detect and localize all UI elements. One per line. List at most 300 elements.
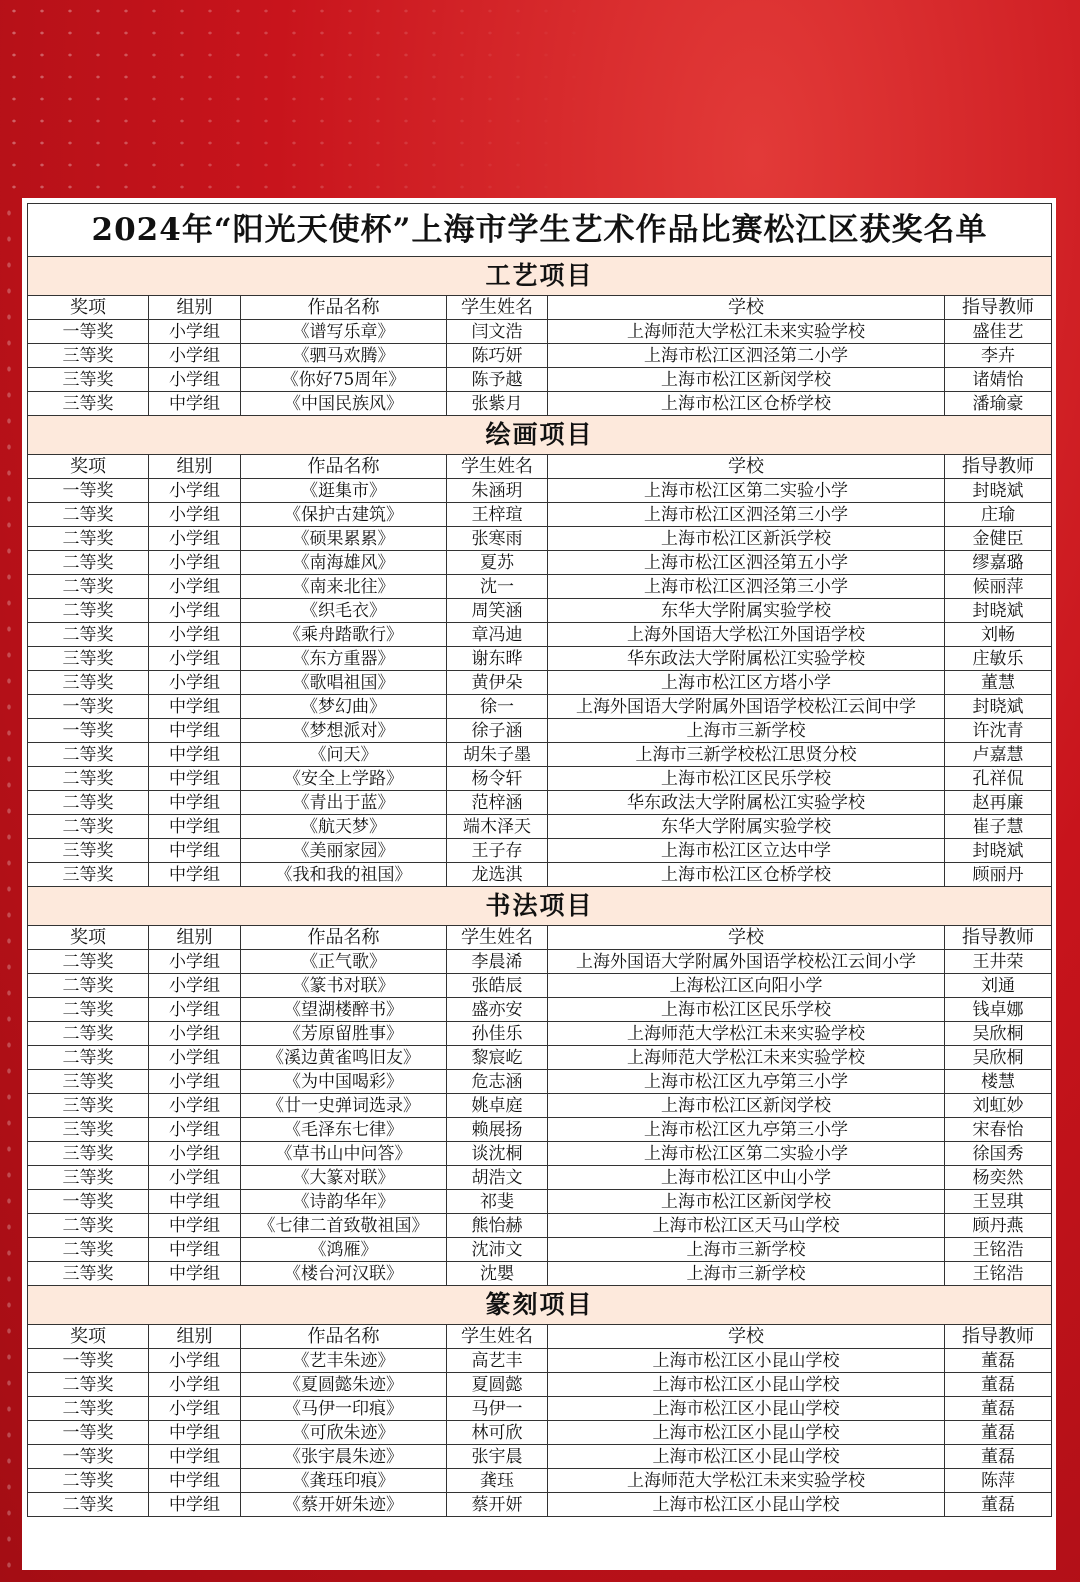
table-row xyxy=(28,1022,1052,1046)
school-cell: 上海市三新学校 xyxy=(548,1238,945,1262)
award-cell: 二等奖 xyxy=(28,1046,149,1070)
award-cell: 二等奖 xyxy=(28,599,149,623)
work-title-cell: 《歌唱祖国》 xyxy=(241,671,447,695)
work-title-cell: 《可欣朱迹》 xyxy=(241,1421,447,1445)
teacher-cell: 董磊 xyxy=(945,1421,1052,1445)
group-cell: 小学组 xyxy=(149,1070,241,1094)
award-cell: 二等奖 xyxy=(28,743,149,767)
teacher-cell: 陈萍 xyxy=(945,1469,1052,1493)
group-cell: 小学组 xyxy=(149,1397,241,1421)
table-row xyxy=(28,599,1052,623)
table-row xyxy=(28,623,1052,647)
school-cell: 东华大学附属实验学校 xyxy=(548,599,945,623)
teacher-cell: 封晓斌 xyxy=(945,599,1052,623)
group-cell: 小学组 xyxy=(149,1142,241,1166)
table-row xyxy=(28,575,1052,599)
award-cell: 二等奖 xyxy=(28,791,149,815)
group-cell: 中学组 xyxy=(149,1214,241,1238)
work-title-cell: 《中国民族风》 xyxy=(241,392,447,416)
teacher-cell: 孔祥侃 xyxy=(945,767,1052,791)
work-title-cell: 《美丽家园》 xyxy=(241,839,447,863)
work-title-cell: 《龚珏印痕》 xyxy=(241,1469,447,1493)
award-cell: 二等奖 xyxy=(28,1493,149,1517)
school-cell: 上海外国语大学松江外国语学校 xyxy=(548,623,945,647)
teacher-cell: 顾丽丹 xyxy=(945,863,1052,887)
table-row xyxy=(28,839,1052,863)
school-cell: 上海市松江区新闵学校 xyxy=(548,1094,945,1118)
work-title-cell: 《你好75周年》 xyxy=(241,368,447,392)
section-title: 书法项目 xyxy=(28,887,1052,926)
group-cell: 小学组 xyxy=(149,320,241,344)
work-title-cell: 《毛泽东七律》 xyxy=(241,1118,447,1142)
work-title-cell: 《安全上学路》 xyxy=(241,767,447,791)
work-title-cell: 《航天梦》 xyxy=(241,815,447,839)
column-header: 学校 xyxy=(548,1325,945,1349)
student-cell: 徐一 xyxy=(447,695,548,719)
table-row xyxy=(28,1118,1052,1142)
group-cell: 中学组 xyxy=(149,791,241,815)
student-cell: 范梓涵 xyxy=(447,791,548,815)
school-cell: 上海师范大学松江未来实验学校 xyxy=(548,1046,945,1070)
student-cell: 张皓辰 xyxy=(447,974,548,998)
teacher-cell: 董慧 xyxy=(945,671,1052,695)
student-cell: 章冯迪 xyxy=(447,623,548,647)
teacher-cell: 董磊 xyxy=(945,1493,1052,1517)
group-cell: 小学组 xyxy=(149,1373,241,1397)
student-cell: 王子存 xyxy=(447,839,548,863)
school-cell: 上海市松江区小昆山学校 xyxy=(548,1349,945,1373)
award-cell: 二等奖 xyxy=(28,551,149,575)
group-cell: 小学组 xyxy=(149,950,241,974)
school-cell: 上海市松江区新闵学校 xyxy=(548,368,945,392)
work-title-cell: 《溪边黄雀鸣旧友》 xyxy=(241,1046,447,1070)
work-title-cell: 《马伊一印痕》 xyxy=(241,1397,447,1421)
table-row xyxy=(28,503,1052,527)
teacher-cell: 宋春怡 xyxy=(945,1118,1052,1142)
school-cell: 上海市松江区泗泾第三小学 xyxy=(548,503,945,527)
award-cell: 一等奖 xyxy=(28,719,149,743)
work-title-cell: 《夏圆懿朱迹》 xyxy=(241,1373,447,1397)
work-title-cell: 《梦幻曲》 xyxy=(241,695,447,719)
student-cell: 闫文浩 xyxy=(447,320,548,344)
teacher-cell: 封晓斌 xyxy=(945,839,1052,863)
award-cell: 三等奖 xyxy=(28,344,149,368)
table-header-row xyxy=(28,1325,1052,1349)
group-cell: 中学组 xyxy=(149,1190,241,1214)
award-cell: 三等奖 xyxy=(28,647,149,671)
group-cell: 中学组 xyxy=(149,1445,241,1469)
work-title-cell: 《南来北往》 xyxy=(241,575,447,599)
student-cell: 林可欣 xyxy=(447,1421,548,1445)
work-title-cell: 《硕果累累》 xyxy=(241,527,447,551)
teacher-cell: 盛佳艺 xyxy=(945,320,1052,344)
teacher-cell: 董磊 xyxy=(945,1445,1052,1469)
student-cell: 张寒雨 xyxy=(447,527,548,551)
teacher-cell: 王昱琪 xyxy=(945,1190,1052,1214)
table-row xyxy=(28,998,1052,1022)
student-cell: 周笑涵 xyxy=(447,599,548,623)
group-cell: 小学组 xyxy=(149,344,241,368)
school-cell: 华东政法大学附属松江实验学校 xyxy=(548,791,945,815)
student-cell: 谢东晔 xyxy=(447,647,548,671)
school-cell: 东华大学附属实验学校 xyxy=(548,815,945,839)
work-title-cell: 《大篆对联》 xyxy=(241,1166,447,1190)
school-cell: 上海市松江区方塔小学 xyxy=(548,671,945,695)
group-cell: 小学组 xyxy=(149,479,241,503)
group-cell: 小学组 xyxy=(149,1166,241,1190)
student-cell: 张宇晨 xyxy=(447,1445,548,1469)
table-row xyxy=(28,368,1052,392)
group-cell: 中学组 xyxy=(149,815,241,839)
work-title-cell: 《问天》 xyxy=(241,743,447,767)
column-header: 作品名称 xyxy=(241,455,447,479)
student-cell: 沈沛文 xyxy=(447,1238,548,1262)
teacher-cell: 楼慧 xyxy=(945,1070,1052,1094)
table-row xyxy=(28,1397,1052,1421)
group-cell: 小学组 xyxy=(149,974,241,998)
award-cell: 二等奖 xyxy=(28,974,149,998)
award-cell: 三等奖 xyxy=(28,392,149,416)
table-row xyxy=(28,1469,1052,1493)
work-title-cell: 《望湖楼醉书》 xyxy=(241,998,447,1022)
student-cell: 熊怡赫 xyxy=(447,1214,548,1238)
student-cell: 龙选淇 xyxy=(447,863,548,887)
group-cell: 中学组 xyxy=(149,839,241,863)
group-cell: 小学组 xyxy=(149,368,241,392)
work-title-cell: 《为中国喝彩》 xyxy=(241,1070,447,1094)
table-header-row xyxy=(28,296,1052,320)
column-header: 作品名称 xyxy=(241,1325,447,1349)
award-cell: 二等奖 xyxy=(28,575,149,599)
column-header: 组别 xyxy=(149,296,241,320)
teacher-cell: 王铭浩 xyxy=(945,1262,1052,1286)
work-title-cell: 《乘舟踏歌行》 xyxy=(241,623,447,647)
work-title-cell: 《保护古建筑》 xyxy=(241,503,447,527)
teacher-cell: 庄敏乐 xyxy=(945,647,1052,671)
table-row xyxy=(28,863,1052,887)
column-header: 奖项 xyxy=(28,296,149,320)
table-row xyxy=(28,1262,1052,1286)
column-header: 学校 xyxy=(548,296,945,320)
student-cell: 陈巧妍 xyxy=(447,344,548,368)
school-cell: 上海市松江区小昆山学校 xyxy=(548,1445,945,1469)
column-header: 学生姓名 xyxy=(447,1325,548,1349)
table-row xyxy=(28,1070,1052,1094)
group-cell: 小学组 xyxy=(149,527,241,551)
teacher-cell: 董磊 xyxy=(945,1373,1052,1397)
student-cell: 黎宸屹 xyxy=(447,1046,548,1070)
teacher-cell: 刘虹妙 xyxy=(945,1094,1052,1118)
school-cell: 上海市松江区小昆山学校 xyxy=(548,1373,945,1397)
table-row xyxy=(28,479,1052,503)
background-dots xyxy=(0,0,1080,200)
student-cell: 胡朱子墨 xyxy=(447,743,548,767)
school-cell: 上海市松江区立达中学 xyxy=(548,839,945,863)
table-row xyxy=(28,950,1052,974)
work-title-cell: 《我和我的祖国》 xyxy=(241,863,447,887)
award-cell: 一等奖 xyxy=(28,1445,149,1469)
column-header: 作品名称 xyxy=(241,926,447,950)
school-cell: 上海师范大学松江未来实验学校 xyxy=(548,1469,945,1493)
student-cell: 盛亦安 xyxy=(447,998,548,1022)
teacher-cell: 庄瑜 xyxy=(945,503,1052,527)
school-cell: 华东政法大学附属松江实验学校 xyxy=(548,647,945,671)
table-row xyxy=(28,320,1052,344)
group-cell: 中学组 xyxy=(149,1493,241,1517)
table-row xyxy=(28,1421,1052,1445)
teacher-cell: 董磊 xyxy=(945,1349,1052,1373)
table-row xyxy=(28,767,1052,791)
section-title: 绘画项目 xyxy=(28,416,1052,455)
work-title-cell: 《诗韵华年》 xyxy=(241,1190,447,1214)
teacher-cell: 封晓斌 xyxy=(945,695,1052,719)
column-header: 指导教师 xyxy=(945,455,1052,479)
column-header: 组别 xyxy=(149,1325,241,1349)
student-cell: 陈予越 xyxy=(447,368,548,392)
school-cell: 上海师范大学松江未来实验学校 xyxy=(548,1022,945,1046)
table-row xyxy=(28,344,1052,368)
student-cell: 马伊一 xyxy=(447,1397,548,1421)
school-cell: 上海市三新学校 xyxy=(548,1262,945,1286)
column-header: 学生姓名 xyxy=(447,455,548,479)
school-cell: 上海市松江区泗泾第三小学 xyxy=(548,575,945,599)
student-cell: 夏苏 xyxy=(447,551,548,575)
group-cell: 小学组 xyxy=(149,599,241,623)
teacher-cell: 许沈青 xyxy=(945,719,1052,743)
award-cell: 三等奖 xyxy=(28,1070,149,1094)
group-cell: 中学组 xyxy=(149,767,241,791)
student-cell: 夏圆懿 xyxy=(447,1373,548,1397)
school-cell: 上海市松江区仓桥学校 xyxy=(548,392,945,416)
teacher-cell: 刘畅 xyxy=(945,623,1052,647)
award-cell: 一等奖 xyxy=(28,479,149,503)
column-header: 奖项 xyxy=(28,1325,149,1349)
teacher-cell: 诸婧怡 xyxy=(945,368,1052,392)
work-title-cell: 《七律二首致敬祖国》 xyxy=(241,1214,447,1238)
award-cell: 二等奖 xyxy=(28,1397,149,1421)
group-cell: 中学组 xyxy=(149,1262,241,1286)
group-cell: 小学组 xyxy=(149,503,241,527)
column-header: 学生姓名 xyxy=(447,296,548,320)
column-header: 组别 xyxy=(149,926,241,950)
column-header: 学校 xyxy=(548,926,945,950)
student-cell: 端木泽天 xyxy=(447,815,548,839)
group-cell: 小学组 xyxy=(149,1022,241,1046)
award-sheet xyxy=(22,198,1056,1570)
school-cell: 上海市松江区仓桥学校 xyxy=(548,863,945,887)
school-cell: 上海市松江区泗泾第二小学 xyxy=(548,344,945,368)
table-row xyxy=(28,671,1052,695)
column-header: 指导教师 xyxy=(945,926,1052,950)
teacher-cell: 潘瑜豪 xyxy=(945,392,1052,416)
school-cell: 上海师范大学松江未来实验学校 xyxy=(548,320,945,344)
student-cell: 杨令轩 xyxy=(447,767,548,791)
student-cell: 谈沈桐 xyxy=(447,1142,548,1166)
group-cell: 小学组 xyxy=(149,1094,241,1118)
table-row xyxy=(28,1238,1052,1262)
student-cell: 黄伊朵 xyxy=(447,671,548,695)
work-title-cell: 《逛集市》 xyxy=(241,479,447,503)
teacher-cell: 董磊 xyxy=(945,1397,1052,1421)
table-row xyxy=(28,392,1052,416)
school-cell: 上海市三新学校松江思贤分校 xyxy=(548,743,945,767)
award-cell: 三等奖 xyxy=(28,1142,149,1166)
award-cell: 二等奖 xyxy=(28,527,149,551)
work-title-cell: 《廿一史弹词选录》 xyxy=(241,1094,447,1118)
school-cell: 上海市松江区民乐学校 xyxy=(548,998,945,1022)
award-cell: 三等奖 xyxy=(28,839,149,863)
table-row xyxy=(28,647,1052,671)
school-cell: 上海松江区向阳小学 xyxy=(548,974,945,998)
work-title-cell: 《青出于蓝》 xyxy=(241,791,447,815)
teacher-cell: 封晓斌 xyxy=(945,479,1052,503)
column-header: 学生姓名 xyxy=(447,926,548,950)
school-cell: 上海市松江区中山小学 xyxy=(548,1166,945,1190)
group-cell: 中学组 xyxy=(149,695,241,719)
student-cell: 赖展扬 xyxy=(447,1118,548,1142)
table-row xyxy=(28,719,1052,743)
award-cell: 三等奖 xyxy=(28,1118,149,1142)
table-row xyxy=(28,551,1052,575)
student-cell: 高艺丰 xyxy=(447,1349,548,1373)
award-cell: 一等奖 xyxy=(28,1190,149,1214)
work-title-cell: 《东方重器》 xyxy=(241,647,447,671)
student-cell: 祁斐 xyxy=(447,1190,548,1214)
work-title-cell: 《芳原留胜事》 xyxy=(241,1022,447,1046)
teacher-cell: 吴欣桐 xyxy=(945,1022,1052,1046)
table-row xyxy=(28,1349,1052,1373)
table-header-row xyxy=(28,455,1052,479)
teacher-cell: 缪嘉璐 xyxy=(945,551,1052,575)
column-header: 学校 xyxy=(548,455,945,479)
award-cell: 三等奖 xyxy=(28,368,149,392)
student-cell: 王梓瑄 xyxy=(447,503,548,527)
award-cell: 二等奖 xyxy=(28,1469,149,1493)
student-cell: 徐子涵 xyxy=(447,719,548,743)
table-row xyxy=(28,1046,1052,1070)
student-cell: 沈嬰 xyxy=(447,1262,548,1286)
group-cell: 中学组 xyxy=(149,719,241,743)
column-header: 奖项 xyxy=(28,926,149,950)
section-title: 篆刻项目 xyxy=(28,1286,1052,1325)
work-title-cell: 《篆书对联》 xyxy=(241,974,447,998)
teacher-cell: 候丽萍 xyxy=(945,575,1052,599)
group-cell: 小学组 xyxy=(149,1046,241,1070)
group-cell: 中学组 xyxy=(149,863,241,887)
group-cell: 小学组 xyxy=(149,551,241,575)
award-cell: 二等奖 xyxy=(28,1373,149,1397)
work-title-cell: 《艺丰朱迹》 xyxy=(241,1349,447,1373)
award-cell: 三等奖 xyxy=(28,1166,149,1190)
teacher-cell: 钱卓娜 xyxy=(945,998,1052,1022)
award-cell: 二等奖 xyxy=(28,1022,149,1046)
student-cell: 朱涵玥 xyxy=(447,479,548,503)
group-cell: 小学组 xyxy=(149,1118,241,1142)
student-cell: 孙佳乐 xyxy=(447,1022,548,1046)
table-row xyxy=(28,1493,1052,1517)
table-row xyxy=(28,743,1052,767)
group-cell: 中学组 xyxy=(149,392,241,416)
school-cell: 上海市松江区民乐学校 xyxy=(548,767,945,791)
award-cell: 三等奖 xyxy=(28,1094,149,1118)
award-cell: 二等奖 xyxy=(28,998,149,1022)
work-title-cell: 《正气歌》 xyxy=(241,950,447,974)
school-cell: 上海市松江区新浜学校 xyxy=(548,527,945,551)
award-cell: 二等奖 xyxy=(28,1214,149,1238)
page-title: 2024年“阳光天使杯”上海市学生艺术作品比赛松江区获奖名单 xyxy=(28,204,1052,257)
award-cell: 三等奖 xyxy=(28,671,149,695)
teacher-cell: 李卉 xyxy=(945,344,1052,368)
teacher-cell: 杨奕然 xyxy=(945,1166,1052,1190)
school-cell: 上海市松江区第二实验小学 xyxy=(548,479,945,503)
work-title-cell: 《南海雄风》 xyxy=(241,551,447,575)
group-cell: 小学组 xyxy=(149,1349,241,1373)
student-cell: 蔡开妍 xyxy=(447,1493,548,1517)
table-row xyxy=(28,974,1052,998)
student-cell: 龚珏 xyxy=(447,1469,548,1493)
student-cell: 李晨浠 xyxy=(447,950,548,974)
work-title-cell: 《蔡开妍朱迹》 xyxy=(241,1493,447,1517)
school-cell: 上海市松江区新闵学校 xyxy=(548,1190,945,1214)
teacher-cell: 徐国秀 xyxy=(945,1142,1052,1166)
school-cell: 上海市松江区小昆山学校 xyxy=(548,1397,945,1421)
group-cell: 小学组 xyxy=(149,647,241,671)
work-title-cell: 《织毛衣》 xyxy=(241,599,447,623)
school-cell: 上海市松江区第二实验小学 xyxy=(548,1142,945,1166)
group-cell: 中学组 xyxy=(149,743,241,767)
teacher-cell: 卢嘉慧 xyxy=(945,743,1052,767)
teacher-cell: 顾丹燕 xyxy=(945,1214,1052,1238)
table-row xyxy=(28,1445,1052,1469)
award-cell: 一等奖 xyxy=(28,320,149,344)
work-title-cell: 《鸿雁》 xyxy=(241,1238,447,1262)
school-cell: 上海市松江区九亭第三小学 xyxy=(548,1118,945,1142)
column-header: 奖项 xyxy=(28,455,149,479)
work-title-cell: 《草书山中问答》 xyxy=(241,1142,447,1166)
award-table xyxy=(27,203,1052,1517)
school-cell: 上海市三新学校 xyxy=(548,719,945,743)
award-cell: 一等奖 xyxy=(28,1349,149,1373)
award-cell: 二等奖 xyxy=(28,767,149,791)
teacher-cell: 吴欣桐 xyxy=(945,1046,1052,1070)
work-title-cell: 《谱写乐章》 xyxy=(241,320,447,344)
school-cell: 上海市松江区九亭第三小学 xyxy=(548,1070,945,1094)
award-cell: 一等奖 xyxy=(28,1421,149,1445)
work-title-cell: 《驷马欢腾》 xyxy=(241,344,447,368)
award-cell: 二等奖 xyxy=(28,623,149,647)
group-cell: 小学组 xyxy=(149,998,241,1022)
school-cell: 上海外国语大学附属外国语学校松江云间中学 xyxy=(548,695,945,719)
award-cell: 二等奖 xyxy=(28,503,149,527)
student-cell: 沈一 xyxy=(447,575,548,599)
school-cell: 上海外国语大学附属外国语学校松江云间小学 xyxy=(548,950,945,974)
column-header: 组别 xyxy=(149,455,241,479)
table-row xyxy=(28,1166,1052,1190)
school-cell: 上海市松江区小昆山学校 xyxy=(548,1493,945,1517)
teacher-cell: 刘通 xyxy=(945,974,1052,998)
award-cell: 二等奖 xyxy=(28,1238,149,1262)
table-row xyxy=(28,791,1052,815)
work-title-cell: 《楼台河汉联》 xyxy=(241,1262,447,1286)
table-row xyxy=(28,1214,1052,1238)
table-row xyxy=(28,527,1052,551)
work-title-cell: 《梦想派对》 xyxy=(241,719,447,743)
student-cell: 张紫月 xyxy=(447,392,548,416)
table-row xyxy=(28,1094,1052,1118)
teacher-cell: 王井荣 xyxy=(945,950,1052,974)
column-header: 指导教师 xyxy=(945,296,1052,320)
group-cell: 小学组 xyxy=(149,623,241,647)
